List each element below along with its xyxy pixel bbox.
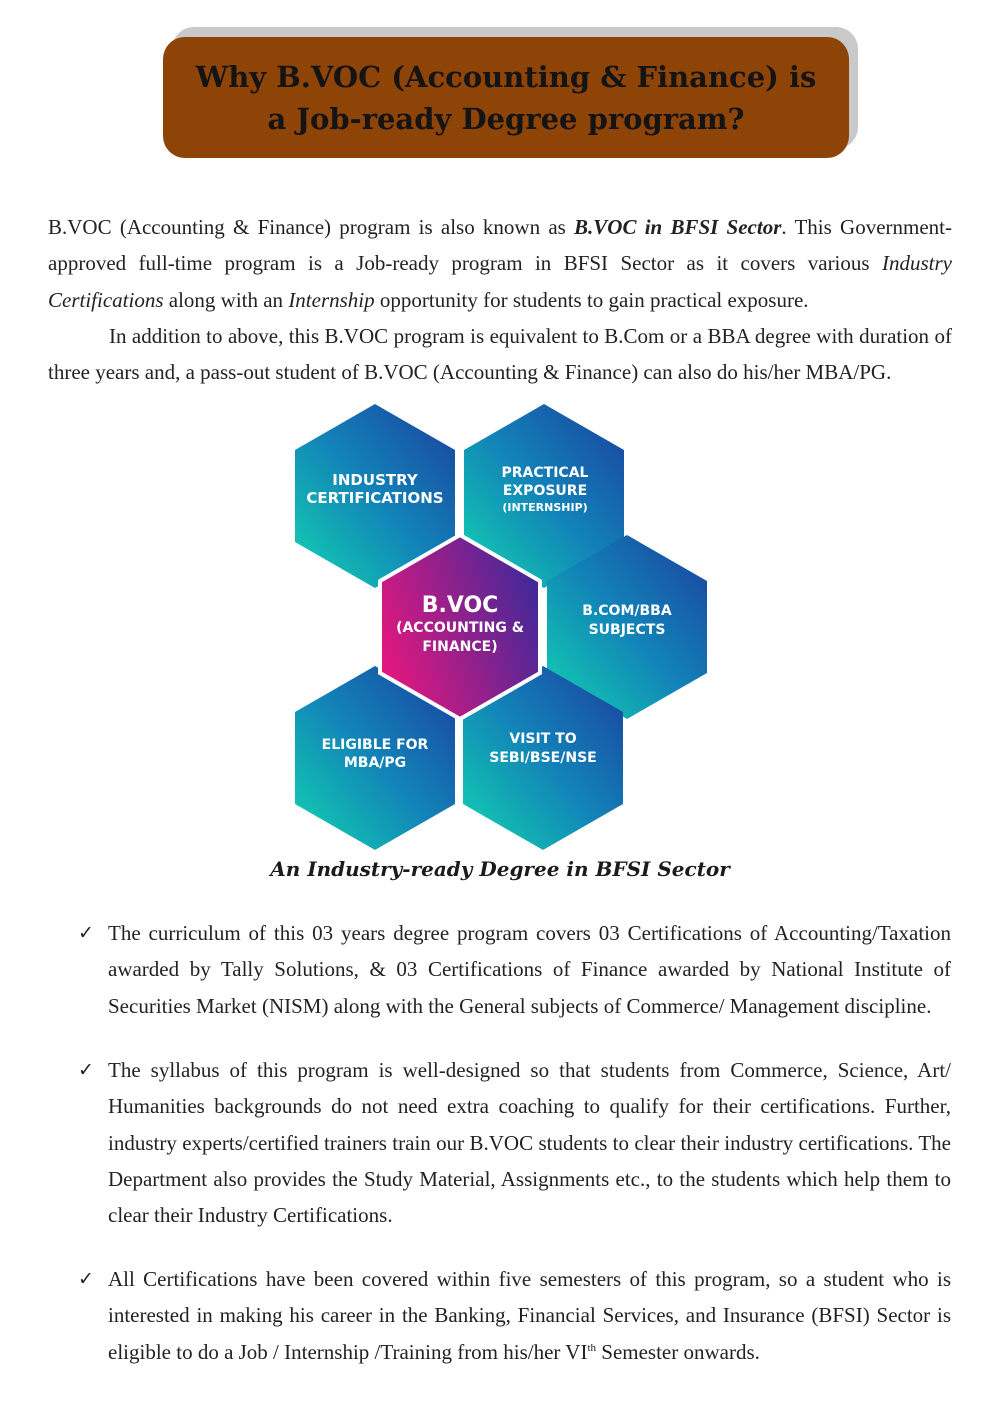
hex-bcom-line-1: B.COM/BBA (582, 603, 672, 619)
hex-bcom-line-2: SUBJECTS (588, 622, 666, 638)
hex-industry-line-1: INDUSTRY (332, 471, 418, 489)
intro-bold-bfsi: B.VOC in BFSI Sector (574, 215, 782, 239)
bullet-3-text-a: All Certifications have been covered within five semesters of this program, so a student who is interested in making his career in the Banking, Financial Services, and Insurance (BFSI) Sector is eligible to do a Job / Internship /Training from his/her VI (108, 1267, 951, 1364)
bullet-3-text-b: Semester onwards. (596, 1339, 760, 1364)
hex-practical-line-1: PRACTICAL (501, 465, 589, 481)
bullet-syllabus: The syllabus of this program is well-designed so that students from Commerce, Science, Art/ Humanities backgrounds do not need extra coaching to qualify for their certifications. Further, industry experts/certified trainers train our B.VOC students to clear their industry certifications. The Department also provides the Study Material, Assignments etc., to the students which help them to clear their Industry Certifications. (108, 1058, 951, 1228)
checkmark-icon: ✓ (78, 922, 94, 944)
intro-italic-internship: Internship (288, 287, 375, 312)
hex-visit-line-1: VISIT TO (509, 731, 577, 747)
intro-paragraph-2: In addition to above, this B.VOC program is equivalent to B.Com or a BBA degree with duration of three years and, a pass-out student of B.VOC (Accounting & Finance) can also do his/her MBA/PG. (48, 324, 952, 385)
hex-practical-line-3: (INTERNSHIP) (502, 501, 588, 514)
hex-center-line-2: (ACCOUNTING & (396, 620, 524, 636)
title-line-2: a Job-ready Degree program? (267, 101, 745, 136)
hex-practical-line-2: EXPOSURE (502, 483, 588, 499)
intro-text-c: . This Government-approved full-time program is a Job-ready program in BFSI Sector as it covers various (48, 215, 952, 276)
bullet-3-superscript: th (587, 1341, 597, 1354)
intro-text-e: along with an (163, 287, 289, 312)
hex-industry-line-2: CERTIFICATIONS (306, 489, 444, 507)
title-line-1: Why B.VOC (Accounting & Finance) is (195, 59, 817, 94)
diagram-caption: An Industry-ready Degree in BFSI Sector (270, 857, 730, 881)
intro-text-g: opportunity for students to gain practical exposure. (374, 287, 809, 312)
hex-center-line-3: FINANCE) (422, 639, 498, 655)
bullet-certifications-semesters (108, 1261, 951, 1370)
checkmark-icon: ✓ (78, 1059, 94, 1081)
hex-visit-line-2: SEBI/BSE/NSE (489, 750, 597, 766)
bullet-curriculum: The curriculum of this 03 years degree program covers 03 Certifications of Accounting/Taxation awarded by Tally Solutions, & 03 Certifications of Finance awarded by National Institute of Securities Market (NISM) along with the General subjects of Commerce/ Management discipline. (108, 921, 951, 1018)
checkmark-icon: ✓ (78, 1268, 94, 1290)
hex-eligible-line-2: MBA/PG (343, 755, 407, 771)
hex-eligible-line-1: ELIGIBLE FOR (321, 737, 429, 753)
hex-center-line-1: B.VOC (421, 593, 499, 618)
intro-text-a: B.VOC (Accounting & Finance) program is also known as (48, 215, 575, 239)
intro-italic-certifications: Industry Certifications (48, 251, 952, 312)
